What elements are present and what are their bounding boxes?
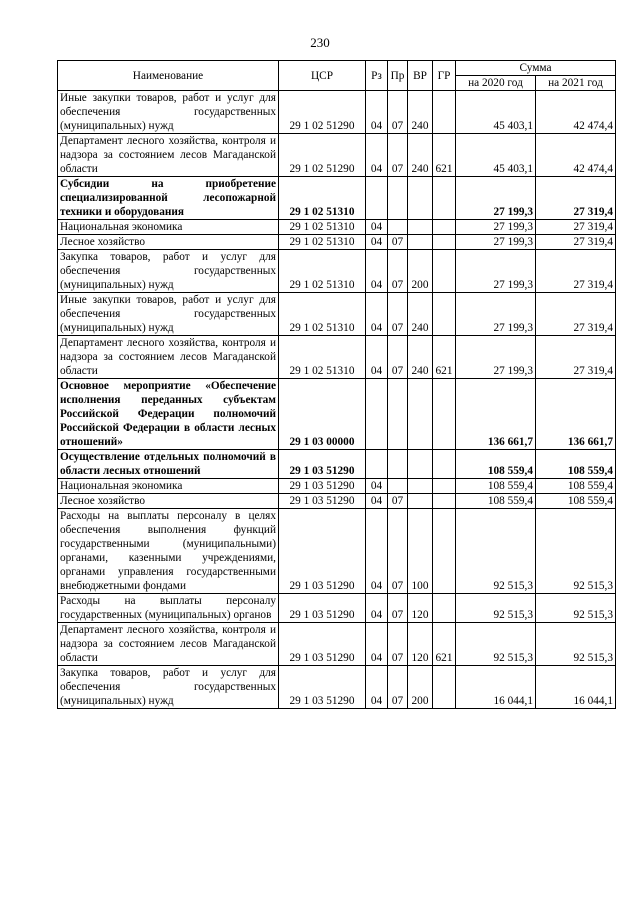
sum-2021-cell: 42 474,4	[536, 91, 616, 134]
sum-2020-cell: 27 199,3	[456, 235, 536, 250]
table-row	[58, 134, 616, 177]
name-cell: Расходы на выплаты персоналу государственных (муниципальных) органов	[58, 594, 279, 623]
rz-cell: 04	[366, 134, 388, 177]
sum-2020-cell: 92 515,3	[456, 509, 536, 594]
gr-cell	[433, 91, 456, 134]
table-row	[58, 594, 616, 623]
sum-2021-cell: 27 319,4	[536, 235, 616, 250]
pr-cell: 07	[388, 494, 408, 509]
name-cell: Осуществление отдельных полномочий в области лесных отношений	[58, 450, 279, 479]
header-name: Наименование	[58, 61, 279, 91]
name-cell: Департамент лесного хозяйства, контроля и надзора за состоянием лесов Магаданской области	[58, 336, 279, 379]
header-csr: ЦСР	[279, 61, 366, 91]
gr-cell	[433, 666, 456, 709]
budget-table	[57, 60, 616, 709]
sum-2020-cell: 27 199,3	[456, 220, 536, 235]
sum-2020-cell: 136 661,7	[456, 379, 536, 450]
gr-cell	[433, 177, 456, 220]
vr-cell: 120	[408, 594, 433, 623]
gr-cell: 621	[433, 134, 456, 177]
sum-2021-cell: 16 044,1	[536, 666, 616, 709]
csr-cell: 29 1 02 51310	[279, 177, 366, 220]
csr-cell: 29 1 02 51310	[279, 220, 366, 235]
sum-2021-cell: 108 559,4	[536, 450, 616, 479]
sum-2021-cell: 27 319,4	[536, 177, 616, 220]
name-cell: Основное мероприятие «Обеспечение исполнения переданных субъектам Российской Федерации полномочий Российской Федерации в области лесных отношений»	[58, 379, 279, 450]
sum-2020-cell: 108 559,4	[456, 479, 536, 494]
rz-cell: 04	[366, 666, 388, 709]
table-body	[58, 91, 616, 709]
sum-2021-cell: 27 319,4	[536, 293, 616, 336]
table-row	[58, 91, 616, 134]
rz-cell: 04	[366, 293, 388, 336]
sum-2020-cell: 108 559,4	[456, 494, 536, 509]
pr-cell: 07	[388, 235, 408, 250]
rz-cell: 04	[366, 623, 388, 666]
vr-cell	[408, 494, 433, 509]
rz-cell: 04	[366, 91, 388, 134]
csr-cell: 29 1 03 51290	[279, 666, 366, 709]
vr-cell: 200	[408, 666, 433, 709]
table-row	[58, 235, 616, 250]
csr-cell: 29 1 02 51310	[279, 235, 366, 250]
pr-cell	[388, 177, 408, 220]
gr-cell	[433, 509, 456, 594]
name-cell: Иные закупки товаров, работ и услуг для обеспечения государственных (муниципальных) нужд	[58, 91, 279, 134]
rz-cell: 04	[366, 336, 388, 379]
pr-cell: 07	[388, 509, 408, 594]
gr-cell	[433, 293, 456, 336]
table-row	[58, 494, 616, 509]
pr-cell: 07	[388, 623, 408, 666]
rz-cell: 04	[366, 250, 388, 293]
sum-2020-cell: 45 403,1	[456, 91, 536, 134]
gr-cell	[433, 450, 456, 479]
sum-2020-cell: 108 559,4	[456, 450, 536, 479]
sum-2020-cell: 45 403,1	[456, 134, 536, 177]
csr-cell: 29 1 03 00000	[279, 379, 366, 450]
csr-cell: 29 1 03 51290	[279, 494, 366, 509]
csr-cell: 29 1 03 51290	[279, 450, 366, 479]
vr-cell	[408, 479, 433, 494]
name-cell: Закупка товаров, работ и услуг для обеспечения государственных (муниципальных) нужд	[58, 250, 279, 293]
csr-cell: 29 1 02 51290	[279, 134, 366, 177]
table-row	[58, 666, 616, 709]
sum-2021-cell: 42 474,4	[536, 134, 616, 177]
gr-cell	[433, 594, 456, 623]
pr-cell: 07	[388, 594, 408, 623]
sum-2020-cell: 16 044,1	[456, 666, 536, 709]
vr-cell	[408, 235, 433, 250]
table-row	[58, 336, 616, 379]
gr-cell	[433, 220, 456, 235]
vr-cell: 240	[408, 134, 433, 177]
sum-2020-cell: 92 515,3	[456, 594, 536, 623]
vr-cell	[408, 177, 433, 220]
sum-2021-cell: 92 515,3	[536, 623, 616, 666]
name-cell: Департамент лесного хозяйства, контроля и надзора за состоянием лесов Магаданской области	[58, 623, 279, 666]
csr-cell: 29 1 03 51290	[279, 479, 366, 494]
name-cell: Национальная экономика	[58, 479, 279, 494]
table-row	[58, 293, 616, 336]
pr-cell	[388, 379, 408, 450]
table-row	[58, 479, 616, 494]
pr-cell	[388, 479, 408, 494]
rz-cell	[366, 450, 388, 479]
pr-cell: 07	[388, 666, 408, 709]
table-row	[58, 177, 616, 220]
header-rz: Рз	[366, 61, 388, 91]
gr-cell: 621	[433, 336, 456, 379]
pr-cell: 07	[388, 91, 408, 134]
rz-cell: 04	[366, 494, 388, 509]
rz-cell	[366, 177, 388, 220]
page-number: 230	[310, 35, 330, 50]
vr-cell	[408, 450, 433, 479]
header-year-2021: на 2021 год	[536, 76, 616, 91]
rz-cell: 04	[366, 479, 388, 494]
sum-2021-cell: 27 319,4	[536, 220, 616, 235]
vr-cell: 120	[408, 623, 433, 666]
sum-2020-cell: 92 515,3	[456, 623, 536, 666]
gr-cell	[433, 479, 456, 494]
gr-cell	[433, 494, 456, 509]
csr-cell: 29 1 02 51290	[279, 91, 366, 134]
name-cell: Закупка товаров, работ и услуг для обеспечения государственных (муниципальных) нужд	[58, 666, 279, 709]
sum-2021-cell: 27 319,4	[536, 336, 616, 379]
rz-cell: 04	[366, 220, 388, 235]
gr-cell: 621	[433, 623, 456, 666]
vr-cell: 240	[408, 293, 433, 336]
name-cell: Субсидии на приобретение специализированной лесопожарной техники и оборудования	[58, 177, 279, 220]
pr-cell: 07	[388, 134, 408, 177]
vr-cell: 240	[408, 91, 433, 134]
pr-cell: 07	[388, 336, 408, 379]
table-row	[58, 220, 616, 235]
sum-2021-cell: 92 515,3	[536, 594, 616, 623]
csr-cell: 29 1 02 51310	[279, 293, 366, 336]
csr-cell: 29 1 03 51290	[279, 594, 366, 623]
header-gr: ГР	[433, 61, 456, 91]
name-cell: Национальная экономика	[58, 220, 279, 235]
gr-cell	[433, 235, 456, 250]
sum-2021-cell: 92 515,3	[536, 509, 616, 594]
sum-2020-cell: 27 199,3	[456, 250, 536, 293]
table-row	[58, 250, 616, 293]
name-cell: Департамент лесного хозяйства, контроля и надзора за состоянием лесов Магаданской области	[58, 134, 279, 177]
pr-cell: 07	[388, 250, 408, 293]
rz-cell: 04	[366, 594, 388, 623]
csr-cell: 29 1 03 51290	[279, 623, 366, 666]
csr-cell: 29 1 02 51310	[279, 250, 366, 293]
header-pr: Пр	[388, 61, 408, 91]
gr-cell	[433, 379, 456, 450]
sum-2021-cell: 27 319,4	[536, 250, 616, 293]
vr-cell	[408, 379, 433, 450]
csr-cell: 29 1 03 51290	[279, 509, 366, 594]
header-sum: Сумма	[456, 61, 616, 76]
rz-cell	[366, 379, 388, 450]
sum-2021-cell: 108 559,4	[536, 479, 616, 494]
vr-cell: 240	[408, 336, 433, 379]
rz-cell: 04	[366, 235, 388, 250]
pr-cell	[388, 220, 408, 235]
table-row	[58, 623, 616, 666]
sum-2021-cell: 136 661,7	[536, 379, 616, 450]
gr-cell	[433, 250, 456, 293]
name-cell: Лесное хозяйство	[58, 235, 279, 250]
pr-cell	[388, 450, 408, 479]
header-year-2020: на 2020 год	[456, 76, 536, 91]
name-cell: Расходы на выплаты персоналу в целях обеспечения выполнения функций государственными (муниципальными) органами, казенными учреждениями, органами управления государственными внебюджетными фондами	[58, 509, 279, 594]
table-header	[58, 61, 616, 91]
vr-cell: 100	[408, 509, 433, 594]
table-row	[58, 379, 616, 450]
sum-2021-cell: 108 559,4	[536, 494, 616, 509]
csr-cell: 29 1 02 51310	[279, 336, 366, 379]
name-cell: Иные закупки товаров, работ и услуг для обеспечения государственных (муниципальных) нужд	[58, 293, 279, 336]
name-cell: Лесное хозяйство	[58, 494, 279, 509]
sum-2020-cell: 27 199,3	[456, 177, 536, 220]
pr-cell: 07	[388, 293, 408, 336]
table-row	[58, 509, 616, 594]
vr-cell	[408, 220, 433, 235]
sum-2020-cell: 27 199,3	[456, 336, 536, 379]
table-row	[58, 450, 616, 479]
vr-cell: 200	[408, 250, 433, 293]
rz-cell: 04	[366, 509, 388, 594]
sum-2020-cell: 27 199,3	[456, 293, 536, 336]
header-vr: ВР	[408, 61, 433, 91]
